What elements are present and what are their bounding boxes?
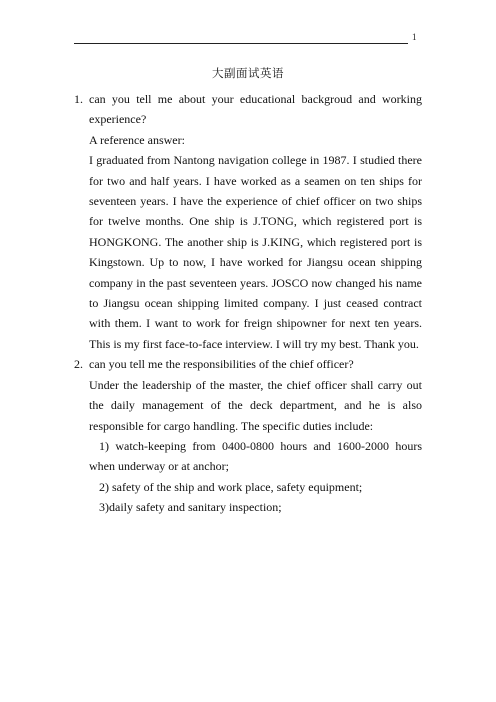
question-number: 2.	[74, 357, 83, 372]
answer-paragraph: I graduated from Nantong navigation college in 1987. I studied there for two and half years. I have worked as a seamen on ten ships for seventeen years. I have the experience of chief officer on two ships for twelve months. One ship is J.TONG, which registered port is HONGKONG. The another ship is J.KING, which registered port is Kingstown. Up to now, I have worked for Jiangsu ocean shipping company in the past seventeen years. JOSCO now changed his name to Jiangsu ocean shipping limited company. I just ceased contract with them. I want to work for freign shipowner for next ten years. This is my first face-to-face interview. I will try my best. Thank you.	[89, 153, 422, 351]
duty-item: 1) watch-keeping from 0400-0800 hours and 1600-2000 hours when underway or at anchor;	[89, 438, 422, 474]
question-number: 1.	[74, 92, 83, 106]
question-text	[74, 89, 422, 130]
page-number: 1	[412, 32, 417, 42]
question-body: can you tell me the responsibilities of the chief officer?	[89, 357, 354, 372]
answer-label: A reference answer:	[89, 132, 185, 147]
header-rule	[74, 43, 408, 44]
answer-paragraph: Under the leadership of the master, the chief officer shall carry out the daily management of the deck department, and he is also responsible for cargo handling. The specific duties include:	[89, 377, 422, 433]
question-item	[74, 354, 422, 517]
question-text	[74, 354, 422, 374]
document-body	[74, 89, 422, 518]
question-body: can you tell me about your educational backgroud and working experience?	[89, 92, 422, 127]
duty-item: 2) safety of the ship and work place, safety equipment;	[99, 479, 363, 494]
document-title: 大副面试英语	[212, 66, 284, 80]
duty-item: 3)daily safety and sanitary inspection;	[99, 500, 282, 515]
question-item	[74, 89, 422, 354]
